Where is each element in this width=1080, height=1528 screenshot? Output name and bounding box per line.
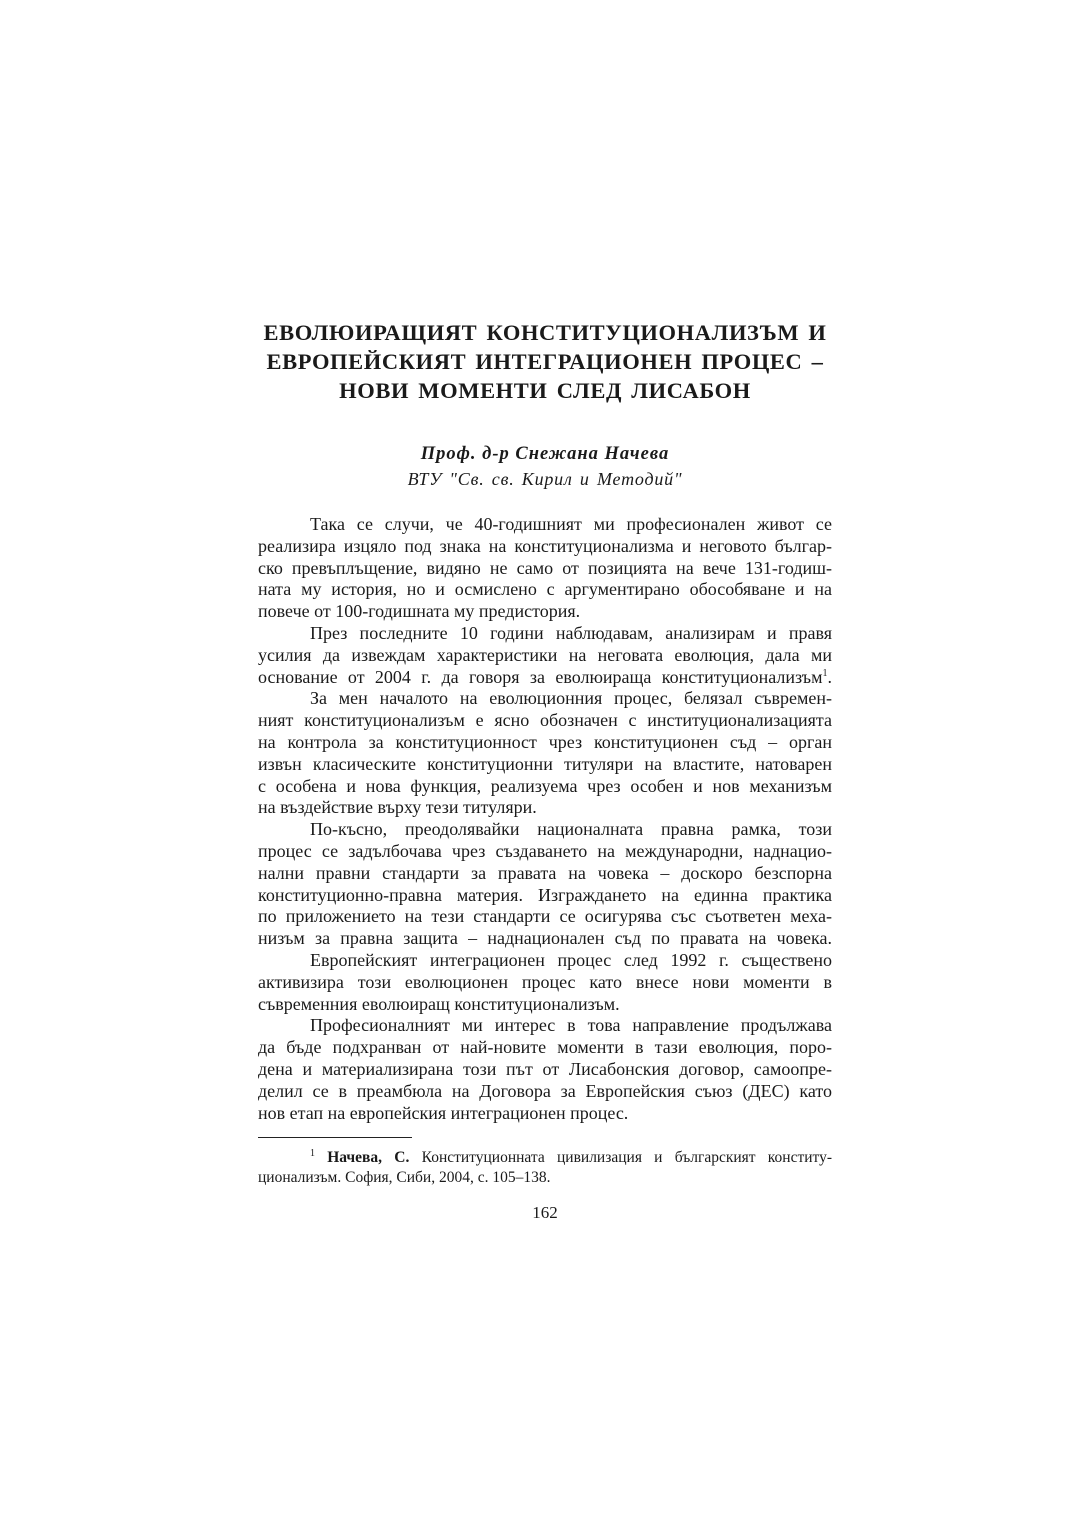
text-line: Професионалният ми интерес в това направление продължава bbox=[310, 1015, 832, 1036]
text-line: нов етап на европейския интеграционен процес. bbox=[258, 1102, 629, 1123]
text-line: на въздействие върху тези титуляри. bbox=[258, 797, 537, 818]
text-line: нални правни стандарти за правата на човека – доскоро безспорна bbox=[258, 862, 832, 883]
text-line bbox=[258, 667, 832, 689]
title-line: ЕВРОПЕЙСКИЯТ ИНТЕГРАЦИОНЕН ПРОЦЕС – bbox=[266, 349, 824, 374]
article-body bbox=[258, 514, 832, 1124]
sentence-end: . bbox=[827, 666, 832, 687]
title-line: НОВИ МОМЕНТИ СЛЕД ЛИСАБОН bbox=[339, 378, 751, 403]
footnote-number: 1 bbox=[310, 1148, 315, 1160]
title-line: ЕВОЛЮИРАЩИЯТ КОНСТИТУЦИОНАЛИЗЪМ И bbox=[263, 320, 827, 345]
paragraph bbox=[258, 819, 832, 950]
text-line: повече от 100-годишната му предистория. bbox=[258, 601, 581, 622]
text-line: на контрола за конституционност чрез конституционен съд – орган bbox=[258, 731, 832, 752]
paragraph bbox=[258, 623, 832, 688]
footnote-author: Начева, С. bbox=[327, 1149, 410, 1167]
text-line: За мен началото на еволюционния процес, белязал съвремен- bbox=[310, 688, 832, 709]
text-line: реализира изцяло под знака на конституционализма и неговото българ- bbox=[258, 535, 832, 556]
text-line: извън класическите конституционни титуляри на властите, натоварен bbox=[258, 753, 832, 774]
footnote-line bbox=[258, 1148, 832, 1168]
text-line: делил се в преамбюла на Договора за Европейския съюз (ДЕС) като bbox=[258, 1080, 832, 1101]
text-line: дена и материализирана този път от Лисабонския договор, самоопре- bbox=[258, 1058, 832, 1079]
page-number: 162 bbox=[532, 1203, 558, 1223]
author-affiliation: ВТУ "Св. св. Кирил и Методий" bbox=[407, 469, 683, 489]
text-line-content: основание от 2004 г. да говоря за еволюираща конституционализъм bbox=[258, 666, 823, 687]
text-line: Европейският интеграционен процес след 1992 г. съществено bbox=[310, 949, 832, 970]
text-line: По-късно, преодолявайки националната правна рамка, този bbox=[310, 819, 832, 840]
footnote-reference: 1 bbox=[822, 667, 828, 679]
footnote-line: ционализъм. София, Сиби, 2004, с. 105–138. bbox=[258, 1169, 551, 1187]
text-line: по приложението на тези стандарти се осигурява със съответен меха- bbox=[258, 906, 832, 927]
paragraph bbox=[258, 688, 832, 819]
paragraph bbox=[258, 950, 832, 1015]
paragraph bbox=[258, 1015, 832, 1124]
text-line: активизира този еволюционен процес като внесе нови моменти в bbox=[258, 971, 832, 992]
text-line: конституционно-правна материя. Изграждането на единна практика bbox=[258, 884, 832, 905]
text-line: През последните 10 години наблюдавам, анализирам и правя bbox=[310, 622, 832, 643]
paragraph bbox=[258, 514, 832, 623]
text-line: съвременния еволюиращ конституционализъм. bbox=[258, 993, 620, 1014]
article-title bbox=[258, 318, 832, 405]
text-line: процес се задълбочава чрез създаването на международни, наднацио- bbox=[258, 840, 832, 861]
footnote-divider bbox=[258, 1137, 412, 1138]
footnote-text: Конституционната цивилизация и българският конститу- bbox=[421, 1149, 833, 1167]
text-line: ният конституционализъм е ясно обозначен с институционализацията bbox=[258, 710, 832, 731]
footnote bbox=[258, 1148, 832, 1188]
document-page bbox=[258, 318, 832, 1224]
text-line: да бъде подхранван от най-новите моменти в тази еволюция, поро- bbox=[258, 1037, 832, 1058]
text-line: ско превъплъщение, видяно не само от позицията на вече 131-годиш- bbox=[258, 557, 832, 578]
text-line: с особена и нова функция, реализуема чрез особен и нов механизъм bbox=[258, 775, 832, 796]
text-line: усилия да извеждам характеристики на неговата еволюция, дала ми bbox=[258, 644, 832, 665]
author-name: Проф. д-р Снежана Начева bbox=[420, 444, 670, 464]
text-line: ната му история, но и осмислено с аргументирано обособяване и на bbox=[258, 579, 832, 600]
text-line: Така се случи, че 40-годишният ми професионален живот се bbox=[310, 514, 832, 534]
text-line: низъм за правна защита – наднационален съд по правата на човека. bbox=[258, 928, 832, 949]
